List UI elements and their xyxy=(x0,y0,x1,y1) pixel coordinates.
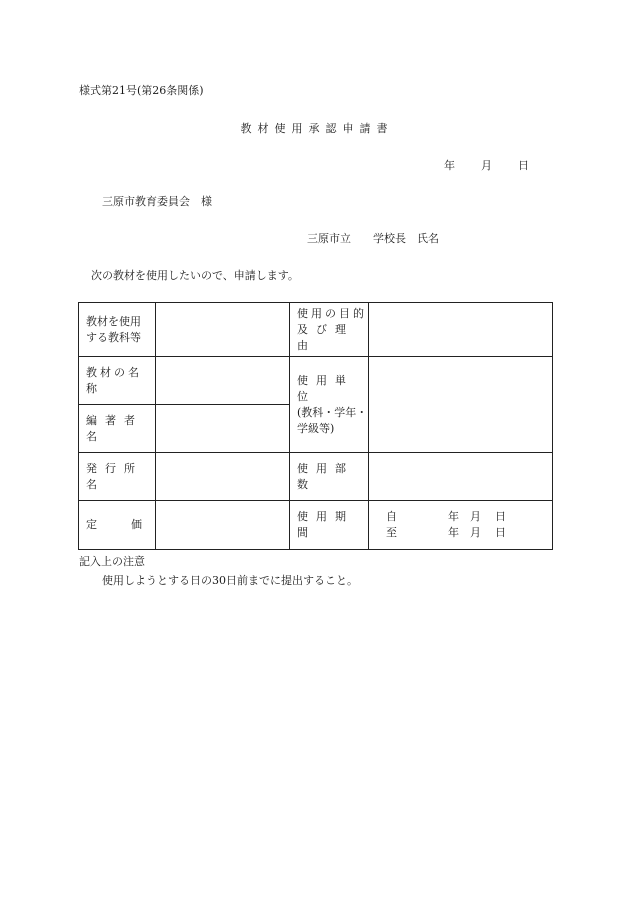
subject-value[interactable] xyxy=(156,303,290,357)
unit-value[interactable] xyxy=(369,357,553,453)
period-from-row xyxy=(369,509,552,525)
lead-text: 次の教材を使用したいので、申請します。 xyxy=(91,269,299,282)
notes-title: 記入上の注意 xyxy=(79,555,145,568)
subject-label-line1: 教材を使用 xyxy=(86,314,141,328)
purpose-label xyxy=(290,303,369,357)
unit-label-line3: 学級等) xyxy=(297,421,335,435)
price-label-part1: 定 xyxy=(86,518,97,531)
publisher-value[interactable] xyxy=(156,453,290,501)
period-to-month: 月 xyxy=(470,526,481,539)
copies-value[interactable] xyxy=(369,453,553,501)
subject-label xyxy=(79,303,156,357)
period-from-month: 月 xyxy=(470,510,481,523)
publisher-label: 発行所名 xyxy=(79,453,156,501)
applicant-line: 三原市立 学校長 氏名 xyxy=(307,232,439,245)
author-value[interactable] xyxy=(156,405,290,453)
material-name-value[interactable] xyxy=(156,357,290,405)
unit-label-line1: 使用単位 xyxy=(297,373,354,403)
addressee: 三原市教育委員会 様 xyxy=(102,195,212,208)
author-label: 編著者名 xyxy=(79,405,156,453)
unit-label-line2: (教科・学年・ xyxy=(297,405,368,419)
period-from-year: 年 xyxy=(448,510,459,523)
material-name-label: 教材の名称 xyxy=(79,357,156,405)
date-day: 日 xyxy=(518,159,529,172)
form-number: 様式第21号(第26条関係) xyxy=(79,84,204,97)
period-value[interactable] xyxy=(369,501,553,550)
price-value[interactable] xyxy=(156,501,290,550)
price-label xyxy=(79,501,156,550)
price-label-part2: 価 xyxy=(131,518,142,531)
purpose-value[interactable] xyxy=(369,303,553,357)
copies-label: 使用部数 xyxy=(290,453,369,501)
period-to-row xyxy=(369,525,552,541)
period-to-year: 年 xyxy=(448,526,459,539)
date-line xyxy=(444,157,529,173)
period-from-day: 日 xyxy=(495,510,506,523)
date-year: 年 xyxy=(444,159,455,172)
purpose-label-line2: 及び理由 xyxy=(297,322,354,352)
document-title: 教材使用承認申請書 xyxy=(240,122,394,135)
notes-body: 使用しようとする日の30日前までに提出すること。 xyxy=(102,574,358,587)
purpose-label-line1: 使用の目的 xyxy=(297,306,367,320)
date-month: 月 xyxy=(481,159,492,172)
application-table xyxy=(78,302,553,550)
subject-label-line2: する教科等 xyxy=(86,330,141,344)
period-label: 使用期間 xyxy=(290,501,369,550)
period-to-day: 日 xyxy=(495,526,506,539)
period-from: 自 xyxy=(386,510,397,523)
unit-label xyxy=(290,357,369,453)
period-to: 至 xyxy=(386,526,397,539)
